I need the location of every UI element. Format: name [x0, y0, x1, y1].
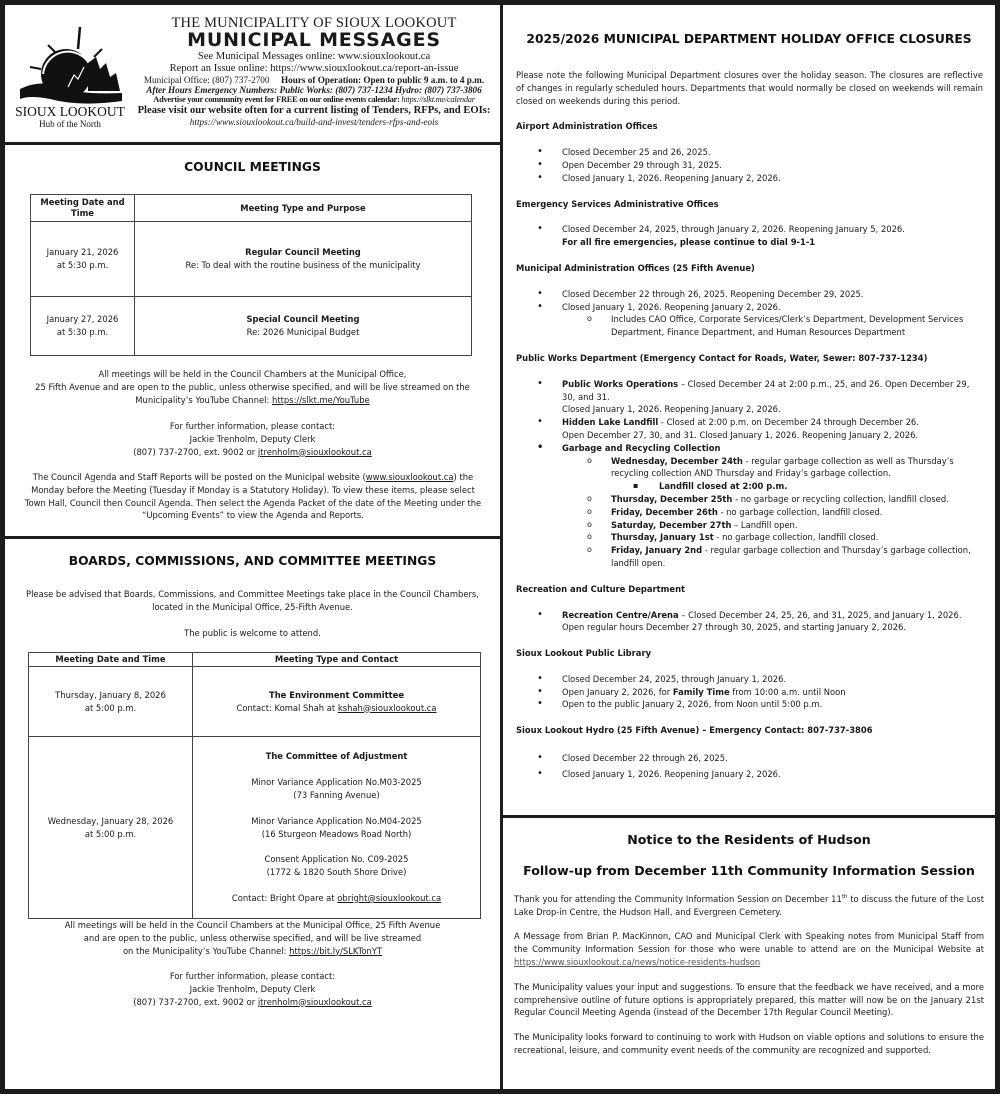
hudson-notice-section: [503, 818, 995, 1089]
contact-intro: For further information, please contact:: [169, 421, 336, 431]
contact-phone: (807) 737-2700, ext. 9002 or: [133, 996, 256, 1007]
after-hours-numbers: After Hours Emergency Numbers: Public Works: (807) 737-1234 Hydro: (807) 737-3806: [146, 85, 482, 96]
youtube-link[interactable]: https://slkt.me/YouTube: [272, 394, 370, 405]
meeting-time: at 5:30 p.m.: [56, 260, 109, 270]
list-item: • Closed December 22 through 26, 2025. Reopening December 29, 2025.: [516, 288, 983, 301]
list-item: • Closed December 24, 2025, through January 1, 2026.: [516, 673, 983, 686]
agenda-notice: [23, 471, 483, 522]
paragraph-text: Thank you for attending the Community Information Session on December 11: [514, 893, 842, 904]
intro-line: located in the Municipal Office, 25-Fifth Avenue.: [152, 601, 353, 612]
item-text: Closed January 1, 2026. Reopening January 2, 2026.: [562, 404, 781, 415]
calendar-link[interactable]: https://slkt.me/calendar: [401, 95, 475, 105]
item-label: Wednesday, December 24th: [611, 455, 743, 466]
list-item: • Open December 29 through 31, 2025.: [516, 159, 983, 172]
contact-intro: For further information, please contact:: [169, 971, 336, 981]
list-item: [516, 686, 983, 699]
sub-list-item: [516, 544, 983, 570]
sub-list-item: [516, 493, 983, 506]
list-item: • Closed December 25 and 26, 2025.: [516, 146, 983, 159]
location-line: Municipality’s YouTube Channel:: [135, 394, 270, 405]
closures-title: 2025/2026 MUNICIPAL DEPARTMENT HOLIDAY OFFICE CLOSURES: [526, 32, 972, 46]
item-label: Recreation Centre/Arena: [562, 609, 679, 620]
meeting-type: Regular Council Meeting: [245, 247, 361, 258]
item-text: – Closed December 24 at 2:00 p.m., 25, and 26. Open December 29, 30, and 31.: [562, 378, 970, 402]
contact-label: Contact: Bright Opare at: [231, 892, 335, 903]
item-text: - no garbage collection, landfill closed.: [713, 532, 879, 543]
masthead-title: MUNICIPAL MESSAGES: [187, 29, 441, 52]
list-item: • Garbage and Recycling Collection: [516, 442, 983, 455]
sioux-lookout-logo: [10, 19, 130, 131]
table-row: [31, 297, 472, 356]
item-text: - no garbage collection, landfill closed.: [717, 506, 883, 517]
list-item: [516, 609, 983, 635]
application-address: (16 Sturgeon Meadows Road North): [261, 828, 412, 839]
office-phone: Municipal Office: (807) 737-2700: [143, 74, 270, 85]
contact-email-link[interactable]: jtrenholm@siouxlookout.ca: [257, 446, 372, 457]
location-line: and are open to the public, unless otherwise specified, and will be live streamed: [83, 932, 422, 943]
meeting-time: at 5:00 p.m.: [84, 702, 137, 713]
col-header-date: Meeting Date and Time: [29, 653, 193, 667]
logo-tagline: Hub of the North: [39, 119, 101, 129]
masthead-municipality: THE MUNICIPALITY OF SIOUX LOOKOUT: [171, 15, 457, 31]
meeting-purpose: Re: 2026 Municipal Budget: [246, 327, 360, 337]
meeting-date: Thursday, January 8, 2026: [55, 689, 166, 700]
sun-landscape-logo-icon: [10, 19, 130, 131]
dept-heading-emergency: Emergency Services Administrative Offices: [516, 198, 719, 209]
agenda-text: ) the Monday before the Meeting (Tuesday if Monday is a Statutory Holiday). To view these items, please select Town Hall, Council then Council Agenda. Then select the Agenda Packet of the date of the Meeting under the “Upcoming Events” to view the Agenda and Reports.: [24, 472, 482, 521]
contact-name: Jackie Trenholm, Deputy Clerk: [189, 983, 316, 994]
dept-heading-public-works: Public Works Department (Emergency Contact for Roads, Water, Sewer: 807-737-1234): [516, 352, 928, 363]
application-address: (1772 & 1820 South Shore Drive): [266, 867, 407, 878]
application: Minor Variance Application No.M04-2025: [251, 815, 422, 826]
council-contact: [20, 420, 485, 458]
sub-list-item: [516, 506, 983, 519]
item-text: – Closed December 24, 25, 26, and 31, 2025, and January 1, 2026.: [678, 609, 962, 620]
advertise-label: Advertise your community event for FREE on our online events calendar:: [153, 95, 400, 105]
col-header-type: Meeting Type and Purpose: [135, 195, 472, 222]
col-header-type: Meeting Type and Contact: [193, 653, 481, 667]
item-label: Thursday, December 25th: [611, 493, 733, 504]
contact-label: Contact: Komal Shah at: [236, 702, 336, 713]
list-item: • Closed December 22 through 26, 2025.: [516, 752, 983, 765]
council-meetings-section: [5, 145, 500, 536]
item-label: Public Works Operations: [562, 378, 679, 389]
list-item: [516, 378, 983, 416]
item-text: from 10:00 a.m. until Noon: [729, 686, 846, 697]
application-address: (73 Fanning Avenue): [293, 789, 380, 800]
location-line: All meetings will be held in the Council Chambers at the Municipal Office,: [98, 369, 407, 379]
item-text: – Landfill open.: [731, 519, 798, 530]
youtube-link[interactable]: https://bit.ly/SLKTonYT: [289, 945, 383, 956]
tenders-link[interactable]: https://www.siouxlookout.ca/build-and-invest/tenders-rfps-and-eois: [189, 116, 439, 127]
ordinal-suffix: th: [841, 894, 848, 900]
boards-title: BOARDS, COMMISSIONS, AND COMMITTEE MEETINGS: [68, 554, 437, 568]
item-label: Friday, January 2nd: [611, 545, 703, 556]
dept-heading-library: Sioux Lookout Public Library: [516, 648, 652, 659]
boards-intro: [15, 588, 490, 639]
meeting-date: Wednesday, January 28, 2026: [47, 815, 174, 826]
hudson-title: Notice to the Residents of Hudson: [627, 832, 871, 847]
tenders-line: Please visit our website often for a current listing of Tenders, RFPs, and EOIs:: [137, 104, 491, 116]
boards-table: [28, 652, 481, 919]
boards-location: [20, 919, 485, 957]
table-row: [31, 222, 472, 297]
meeting-type: Special Council Meeting: [246, 314, 360, 325]
agenda-text: The Council Agenda and Staff Reports will be posted on the Municipal website (: [32, 472, 366, 482]
item-label: Saturday, December 27th: [611, 519, 732, 530]
item-text: - regular garbage collection and Thursday’s garbage collection, landfill open.: [611, 545, 971, 568]
hudson-subtitle: Follow-up from December 11th Community Information Session: [523, 863, 975, 878]
closures-body: [516, 69, 983, 781]
col-header-date: Meeting Date and Time: [31, 195, 135, 222]
meeting-time: at 5:00 p.m.: [84, 828, 137, 839]
meeting-time: at 5:30 p.m.: [56, 327, 109, 337]
table-row: [29, 667, 481, 737]
dept-heading-recreation: Recreation and Culture Department: [516, 583, 686, 594]
hudson-paragraph: [514, 930, 984, 968]
sub-sub-list-item: ▪ Landfill closed at 2:00 p.m.: [516, 480, 983, 493]
contact-name: Jackie Trenholm, Deputy Clerk: [189, 433, 316, 444]
meeting-date: January 21, 2026: [46, 247, 119, 258]
sub-list-item: [516, 519, 983, 532]
dept-heading-hydro: Sioux Lookout Hydro (25 Fifth Avenue) – Emergency Contact: 807-737-3806: [516, 725, 873, 736]
boards-contact: [20, 970, 485, 1008]
location-line: 25 Fifth Avenue and are open to the public, unless otherwise specified, and will be live streamed on the: [35, 381, 470, 392]
location-line: All meetings will be held in the Council Chambers at the Municipal Office, 25 Fifth Avenue: [64, 920, 441, 930]
application: Minor Variance Application No.M03-2025: [251, 777, 422, 788]
council-location: [20, 368, 485, 406]
dept-heading-airport: Airport Administration Offices: [516, 121, 658, 132]
hudson-paragraph: [514, 891, 984, 918]
application: Consent Application No. C09-2025: [264, 854, 409, 865]
logo-wordmark: SIOUX LOOKOUT: [15, 104, 125, 119]
list-item: • Open to the public January 2, 2026, from Noon until 5:00 p.m.: [516, 698, 983, 711]
list-item: • Closed January 1, 2026. Reopening January 2, 2026.: [516, 301, 983, 314]
list-item: [516, 416, 983, 442]
meeting-purpose: Re: To deal with the routine business of the municipality: [185, 260, 421, 270]
sub-list-item: [516, 531, 983, 544]
item-text: Open January 2, 2026, for: [562, 686, 673, 697]
paragraph-text: to discuss the future of the Lost Lake Drop-in Centre, the Hudson Hall, and Evergreen Cemetery.: [514, 893, 984, 917]
office-hours: Hours of Operation: Open to public 9 a.m. to 4 p.m.: [280, 74, 485, 85]
fire-emergency-note: For all fire emergencies, please continue to dial 9-1-1: [562, 237, 816, 248]
masthead-report: Report an Issue online: https://www.siouxlookout.ca/report-an-issue: [169, 63, 459, 75]
meeting-date: January 27, 2026: [46, 314, 119, 325]
council-title: COUNCIL MEETINGS: [184, 160, 321, 174]
item-text: - Closed at 2:00 p.m. on December 24 through December 26.: [658, 417, 919, 428]
contact-phone: (807) 737-2700, ext. 9002 or: [133, 446, 256, 457]
public-welcome: The public is welcome to attend.: [184, 627, 321, 638]
hudson-paragraph: The Municipality values your input and suggestions. To ensure that the feedback we have received, and a more comprehensive outline of future options is appropriately prepared, this matter will now be on the January 21st Regular Council Meeting Agenda (instead of the December 17th Regular Council Meeting).: [514, 981, 984, 1018]
item-text: - no garbage or recycling collection, landfill closed.: [732, 493, 949, 504]
hudson-paragraph: The Municipality looks forward to continuing to work with Hudson on viable options and solutions to ensure the recreational, leisure, and community event needs of the community are recognized and supported.: [514, 1032, 984, 1055]
item-label: Family Time: [672, 686, 730, 697]
item-text: Open December 27, 30, and 31. Closed January 1, 2026. Reopening January 2, 2026.: [562, 429, 919, 440]
contact-email-link[interactable]: jtrenholm@siouxlookout.ca: [257, 996, 372, 1007]
item-label: Friday, December 26th: [611, 506, 718, 517]
council-table: [30, 194, 472, 356]
sub-list-item: [516, 455, 983, 481]
contact-email-link[interactable]: kshah@siouxlookout.ca: [337, 702, 437, 713]
paragraph-text: A Message from Brian P. MacKinnon, CAO and Municipal Clerk with Speaking notes from Municipal Staff from the Community Information Session for those who were unable to attend are on the Municipal Website at: [514, 931, 984, 955]
list-item: • Closed January 1, 2026. Reopening January 2, 2026.: [516, 768, 983, 781]
masthead-online: See Municipal Messages online: www.siouxlookout.ca: [197, 51, 431, 63]
item-text: Open regular hours December 27 through 30, 2025, and starting January 2, 2026.: [562, 622, 907, 633]
dept-heading-admin: Municipal Administration Offices (25 Fifth Avenue): [516, 262, 755, 273]
boards-section: [5, 539, 500, 1089]
list-item: • Closed December 24, 2025, through January 2, 2026. Reopening January 5, 2026.: [516, 223, 983, 236]
intro-line: Please be advised that Boards, Commissions, and Committee Meetings take place in the Council Chambers,: [26, 589, 479, 599]
contact-email-link[interactable]: obright@siouxlookout.ca: [337, 892, 442, 903]
location-line: on the Municipality’s YouTube Channel:: [122, 945, 287, 956]
list-item: • Closed January 1, 2026. Reopening January 2, 2026.: [516, 172, 983, 185]
website-link[interactable]: www.siouxlookout.ca: [365, 472, 454, 482]
item-label: Thursday, January 1st: [611, 532, 714, 543]
table-row: [29, 737, 481, 919]
committee-name: The Environment Committee: [268, 689, 404, 700]
hudson-body: [514, 891, 984, 1057]
item-label: Hidden Lake Landfill: [562, 417, 659, 428]
committee-name: The Committee of Adjustment: [265, 751, 408, 762]
masthead: [5, 5, 500, 142]
holiday-closures-section: [503, 5, 995, 815]
closures-intro: Please note the following Municipal Department closures over the holiday season. The closures are reflective of changes in regularly scheduled hours. Departments that would normally be closed on weekends will remain closed on weekends during this period.: [516, 70, 983, 106]
item-text: - regular garbage collection as well as Thursday’s recycling collection AND Thursday and Friday’s garbage collection.: [611, 455, 954, 479]
sub-list-item: o Includes CAO Office, Corporate Services/Clerk’s Department, Development Services Department, Finance Department, and Human Resources Department: [516, 313, 983, 339]
hudson-notice-link[interactable]: https://www.siouxlookout.ca/news/notice-residents-hudson: [514, 956, 761, 967]
